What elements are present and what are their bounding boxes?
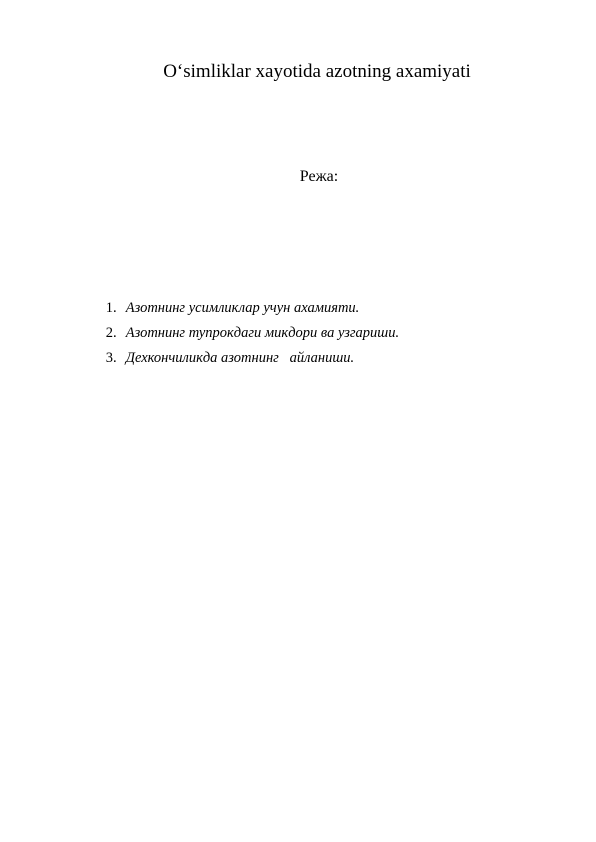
plan-heading: Режа: — [299, 168, 339, 185]
plan-item — [84, 328, 399, 366]
plan-item-text: Дехкончиликда азотнинг айланиши. — [125, 350, 355, 366]
document-title: O‘simliklar xayotida azotning axamiyati — [163, 61, 471, 82]
plan-item-text: Азотнинг усимликлар учун ахамияти. — [125, 300, 360, 316]
plan-item-text: Азотнинг тупрокдаги микдори ва узгариши. — [125, 325, 400, 341]
plan-item-number: 1. — [105, 300, 117, 316]
plan-item — [84, 278, 399, 316]
plan-item — [84, 303, 400, 341]
plan-list — [84, 278, 400, 366]
plan-item-number: 2. — [105, 325, 117, 341]
plan-item-number: 3. — [105, 350, 117, 366]
